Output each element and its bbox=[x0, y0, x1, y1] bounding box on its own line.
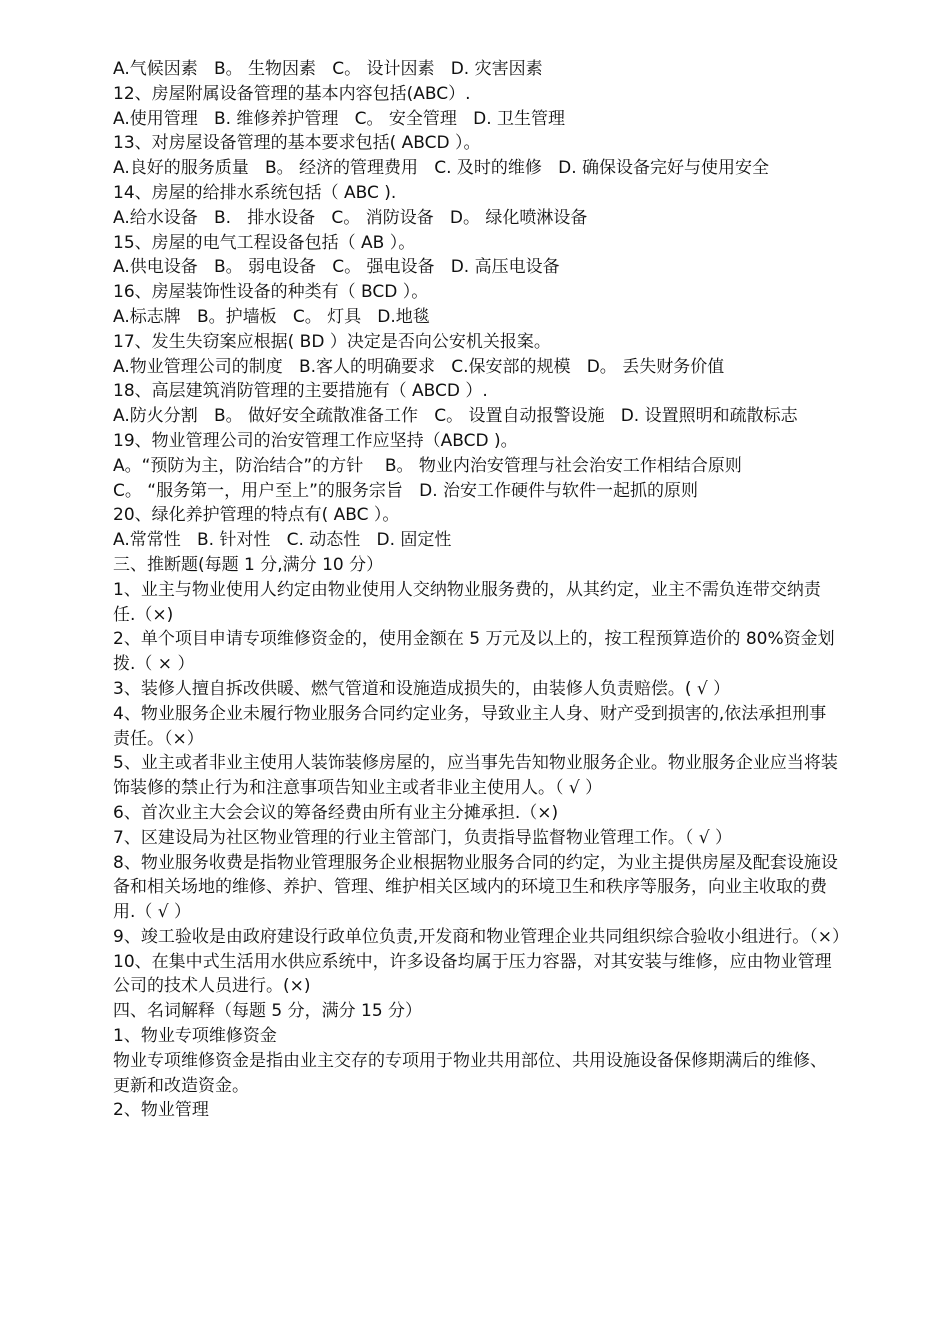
tf-item-2: 2、单个项目申请专项维修资金的，使用金额在 5 万元及以上的，按工程预算造价的 80%资金划拨.（ × ） bbox=[113, 629, 835, 675]
q20-options: A.常常性 B. 针对性 C. 动态性 D. 固定性 bbox=[113, 530, 452, 551]
q19-options-cd: C。 “服务第一，用户至上”的服务宗旨 D. 治安工作硬件与软件一起抓的原则 bbox=[113, 480, 698, 501]
tf-item-1: 1、业主与物业使用人约定由物业使用人交纳物业服务费的，从其约定，业主不需负连带交纳责任.（×) bbox=[113, 579, 821, 625]
tf-item-10: 10、在集中式生活用水供应系统中，许多设备均属于压力容器，对其安装与维修，应由物业管理公司的技术人员进行。(×) bbox=[113, 951, 832, 997]
q15-options: A.供电设备 B。 弱电设备 C。 强电设备 D. 高压电设备 bbox=[113, 257, 560, 278]
q11-options: A.气候因素 B。 生物因素 C。 设计因素 D. 灾害因素 bbox=[113, 59, 543, 79]
tf-item-9: 9、竣工验收是由政府建设行政单位负责,开发商和物业管理企业共同组织综合验收小组进行。（×） bbox=[113, 926, 849, 947]
term-1-definition: 物业专项维修资金是指由业主交存的专项用于物业共用部位、共用设施设备保修期满后的维修、更新和改造资金。 bbox=[113, 1050, 827, 1096]
q18-options: A.防火分割 B。 做好安全疏散准备工作 C。 设置自动报警设施 D. 设置照明和疏散标志 bbox=[113, 406, 798, 427]
q15-question: 15、房屋的电气工程设备包括（ AB ）。 bbox=[113, 232, 416, 253]
document-page bbox=[113, 57, 849, 1123]
tf-item-7: 7、区建设局为社区物业管理的行业主管部门，负责指导监督物业管理工作。（ √ ） bbox=[113, 827, 732, 848]
term-2-title: 2、物业管理 bbox=[113, 1100, 209, 1121]
q17-options: A.物业管理公司的制度 B.客人的明确要求 C.保安部的规模 D。 丢失财务价值 bbox=[113, 356, 725, 377]
tf-item-5: 5、业主或者非业主使用人装饰装修房屋的，应当事先告知物业服务企业。物业服务企业应当将装饰装修的禁止行为和注意事项告知业主或者非业主使用人。（ √ ） bbox=[113, 753, 838, 799]
q18-question: 18、高层建筑消防管理的主要措施有（ ABCD ）. bbox=[113, 381, 488, 402]
q13-options: A.良好的服务质量 B。 经济的管理费用 C. 及时的维修 D. 确保设备完好与使用安全 bbox=[113, 158, 770, 179]
q19-options-ab: A。“预防为主，防治结合”的方针 B。 物业内治安管理与社会治安工作相结合原则 bbox=[113, 455, 742, 476]
tf-item-3: 3、装修人擅自拆改供暖、燃气管道和设施造成损失的，由装修人负责赔偿。( √ ） bbox=[113, 678, 731, 699]
q14-options: A.给水设备 B. 排水设备 C。 消防设备 D。 绿化喷淋设备 bbox=[113, 207, 588, 228]
q12-options: A.使用管理 B. 维修养护管理 C。 安全管理 D. 卫生管理 bbox=[113, 108, 566, 129]
q19-question: 19、物业管理公司的治安管理工作应坚持（ABCD )。 bbox=[113, 430, 518, 451]
tf-item-8: 8、物业服务收费是指物业管理服务企业根据物业服务合同的约定，为业主提供房屋及配套设施设备和相关场地的维修、养护、管理、维护相关区域内的环境卫生和秩序等服务，向业主收取的费用.（ √ ） bbox=[113, 852, 838, 923]
tf-item-6: 6、首次业主大会会议的筹备经费由所有业主分摊承担.（×) bbox=[113, 802, 559, 823]
q16-options: A.标志牌 B。护墙板 C。 灯具 D.地毯 bbox=[113, 306, 430, 327]
section-4-heading: 四、名词解释（每题 5 分，满分 15 分） bbox=[113, 1001, 423, 1022]
term-1-title: 1、物业专项维修资金 bbox=[113, 1026, 277, 1047]
section-3-heading: 三、推断题(每题 1 分,满分 10 分） bbox=[113, 554, 384, 575]
tf-item-4: 4、物业服务企业未履行物业服务合同约定业务，导致业主人身、财产受到损害的,依法承担刑事责任。（×） bbox=[113, 703, 827, 749]
q12-question: 12、房屋附属设备管理的基本内容包括(ABC）. bbox=[113, 83, 471, 104]
q20-question: 20、绿化养护管理的特点有( ABC ）。 bbox=[113, 505, 400, 526]
q17-question: 17、发生失窃案应根据( BD ）决定是否向公安机关报案。 bbox=[113, 331, 551, 352]
q16-question: 16、房屋装饰性设备的种类有（ BCD ）。 bbox=[113, 282, 429, 303]
q14-question: 14、房屋的给排水系统包括（ ABC ). bbox=[113, 182, 397, 203]
q13-question: 13、对房屋设备管理的基本要求包括( ABCD ）。 bbox=[113, 133, 481, 154]
